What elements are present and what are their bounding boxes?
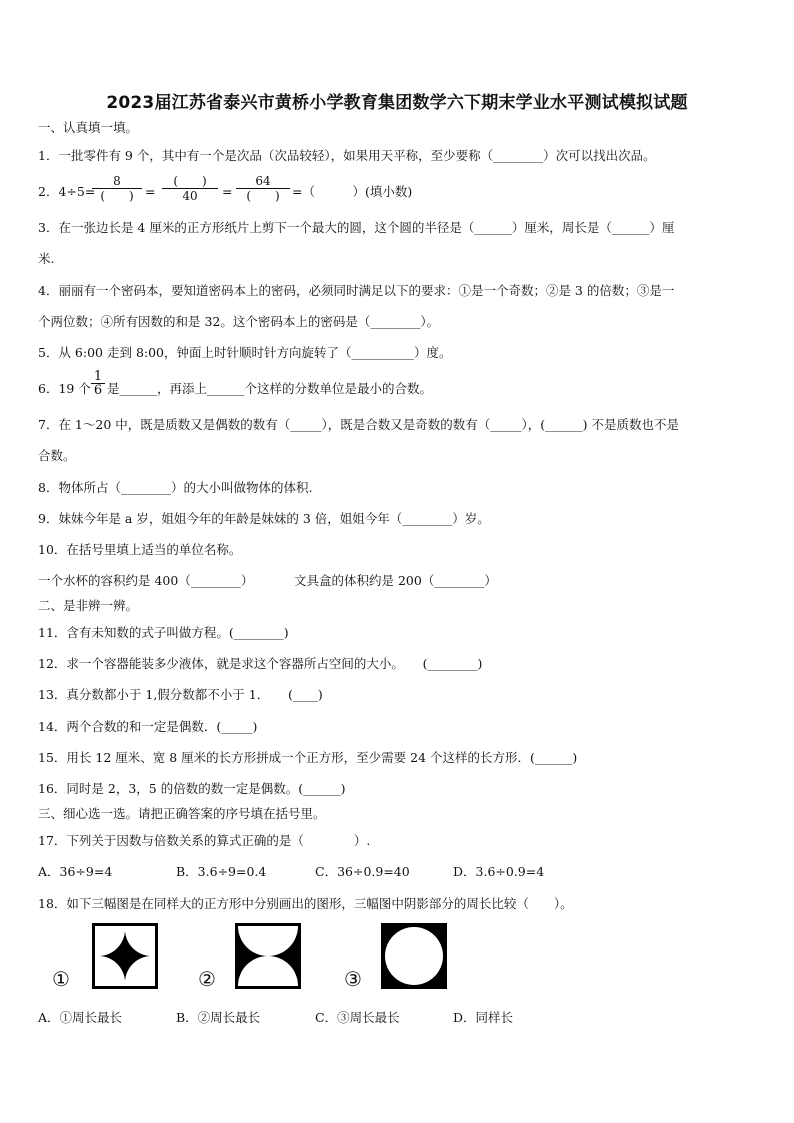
section-1-heading: 一、认真填一填。 [38, 120, 139, 135]
question-8: 8．物体所占（________）的大小叫做物体的体积. [38, 480, 313, 495]
question-12: 12．求一个容器能装多少液体，就是求这个容器所占空间的大小。 (________) [38, 656, 483, 671]
figure-3-label: ③ [344, 967, 362, 991]
q6-fraction: $\frac{1}{6}$ [91, 370, 105, 397]
q2-equals-1: = [145, 184, 156, 199]
question-3-line-1: 3．在一张边长是 4 厘米的正方形纸片上剪下一个最大的圆，这个圆的半径是（______）厘米，周长是（______）厘 [38, 220, 675, 235]
figure-2-two-semicircles [234, 922, 302, 990]
question-13: 13．真分数都小于 1,假分数都不小于 1． (____) [38, 687, 323, 702]
question-18: 18．如下三幅图是在同样大的正方形中分别画出的图形，三幅图中阴影部分的周长比较（ ）。 [38, 896, 573, 911]
q17-option-b: B．3.6÷9=0.4 [176, 864, 267, 879]
q2-fraction-2: ( ) 40 [162, 174, 218, 203]
section-3-heading: 三、细心选一选。请把正确答案的序号填在括号里。 [38, 806, 326, 821]
question-3-line-2: 米. [38, 251, 55, 266]
question-10-part-a: 一个水杯的容积约是 400（________） [38, 573, 254, 588]
figure-1-four-quarter-circles [91, 922, 159, 990]
question-4-line-1: 4．丽丽有一个密码本，要知道密码本上的密码，必须同时满足以下的要求：①是一个奇数；②是 3 的倍数；③是一 [38, 283, 675, 298]
q2-prefix: 2．4÷5= [38, 184, 96, 199]
question-10: 10．在括号里填上适当的单位名称。 [38, 542, 242, 557]
question-14: 14．两个合数的和一定是偶数．(_____) [38, 719, 258, 734]
q18-option-c: C．③周长最长 [315, 1010, 400, 1025]
page-title: 2023届江苏省泰兴市黄桥小学教育集团数学六下期末学业水平测试模拟试题 [106, 93, 688, 113]
q18-option-d: D．同样长 [453, 1010, 514, 1025]
figure-3-inscribed-circle [380, 922, 448, 990]
q18-option-a: A．①周长最长 [38, 1010, 123, 1025]
question-15: 15．用长 12 厘米、宽 8 厘米的长方形拼成一个正方形，至少需要 24 个这样的长方形．(______) [38, 750, 578, 765]
q6-suffix: 是______，再添上______个这样的分数单位是最小的合数。 [107, 381, 433, 396]
question-7-line-1: 7．在 1～20 中，既是质数又是偶数的数有（_____），既是合数又是奇数的数有（_____），(______) 不是质数也不是 [38, 417, 679, 432]
question-11: 11．含有未知数的式子叫做方程。(________) [38, 625, 289, 640]
question-17: 17．下列关于因数与倍数关系的算式正确的是（ ）. [38, 833, 371, 848]
q6-prefix: 6．19 个 [38, 381, 91, 396]
question-4-line-2: 个两位数；④所有因数的和是 32。这个密码本上的密码是（________）。 [38, 314, 440, 329]
question-9: 9．妹妹今年是 a 岁，姐姐今年的年龄是妹妹的 3 倍，姐姐今年（________）岁。 [38, 511, 490, 526]
question-1: 1．一批零件有 9 个，其中有一个是次品（次品较轻），如果用天平称，至少要称（________）次可以找出次品。 [38, 148, 656, 163]
figure-1-label: ① [52, 967, 70, 991]
q2-equals-2: = [222, 184, 233, 199]
q17-option-a: A．36÷9=4 [38, 864, 113, 879]
question-5: 5．从 6:00 走到 8:00，钟面上时针顺时针方向旋转了（__________）度。 [38, 345, 452, 360]
q17-option-d: D．3.6÷0.9=4 [453, 864, 545, 879]
question-16: 16．同时是 2，3，5 的倍数的数一定是偶数。(______) [38, 781, 346, 796]
figure-2-label: ② [198, 967, 216, 991]
q2-suffix: =（ ）(填小数) [292, 184, 413, 199]
question-10-part-b: 文具盒的体积约是 200（________） [294, 573, 497, 588]
q2-fraction-1: 8 ( ) [92, 174, 142, 203]
q18-option-b: B．②周长最长 [176, 1010, 261, 1025]
q17-option-c: C．36÷0.9=40 [315, 864, 410, 879]
question-7-line-2: 合数。 [38, 448, 76, 463]
q2-fraction-3: 64 ( ) [236, 174, 290, 203]
section-2-heading: 二、是非辨一辨。 [38, 598, 139, 613]
